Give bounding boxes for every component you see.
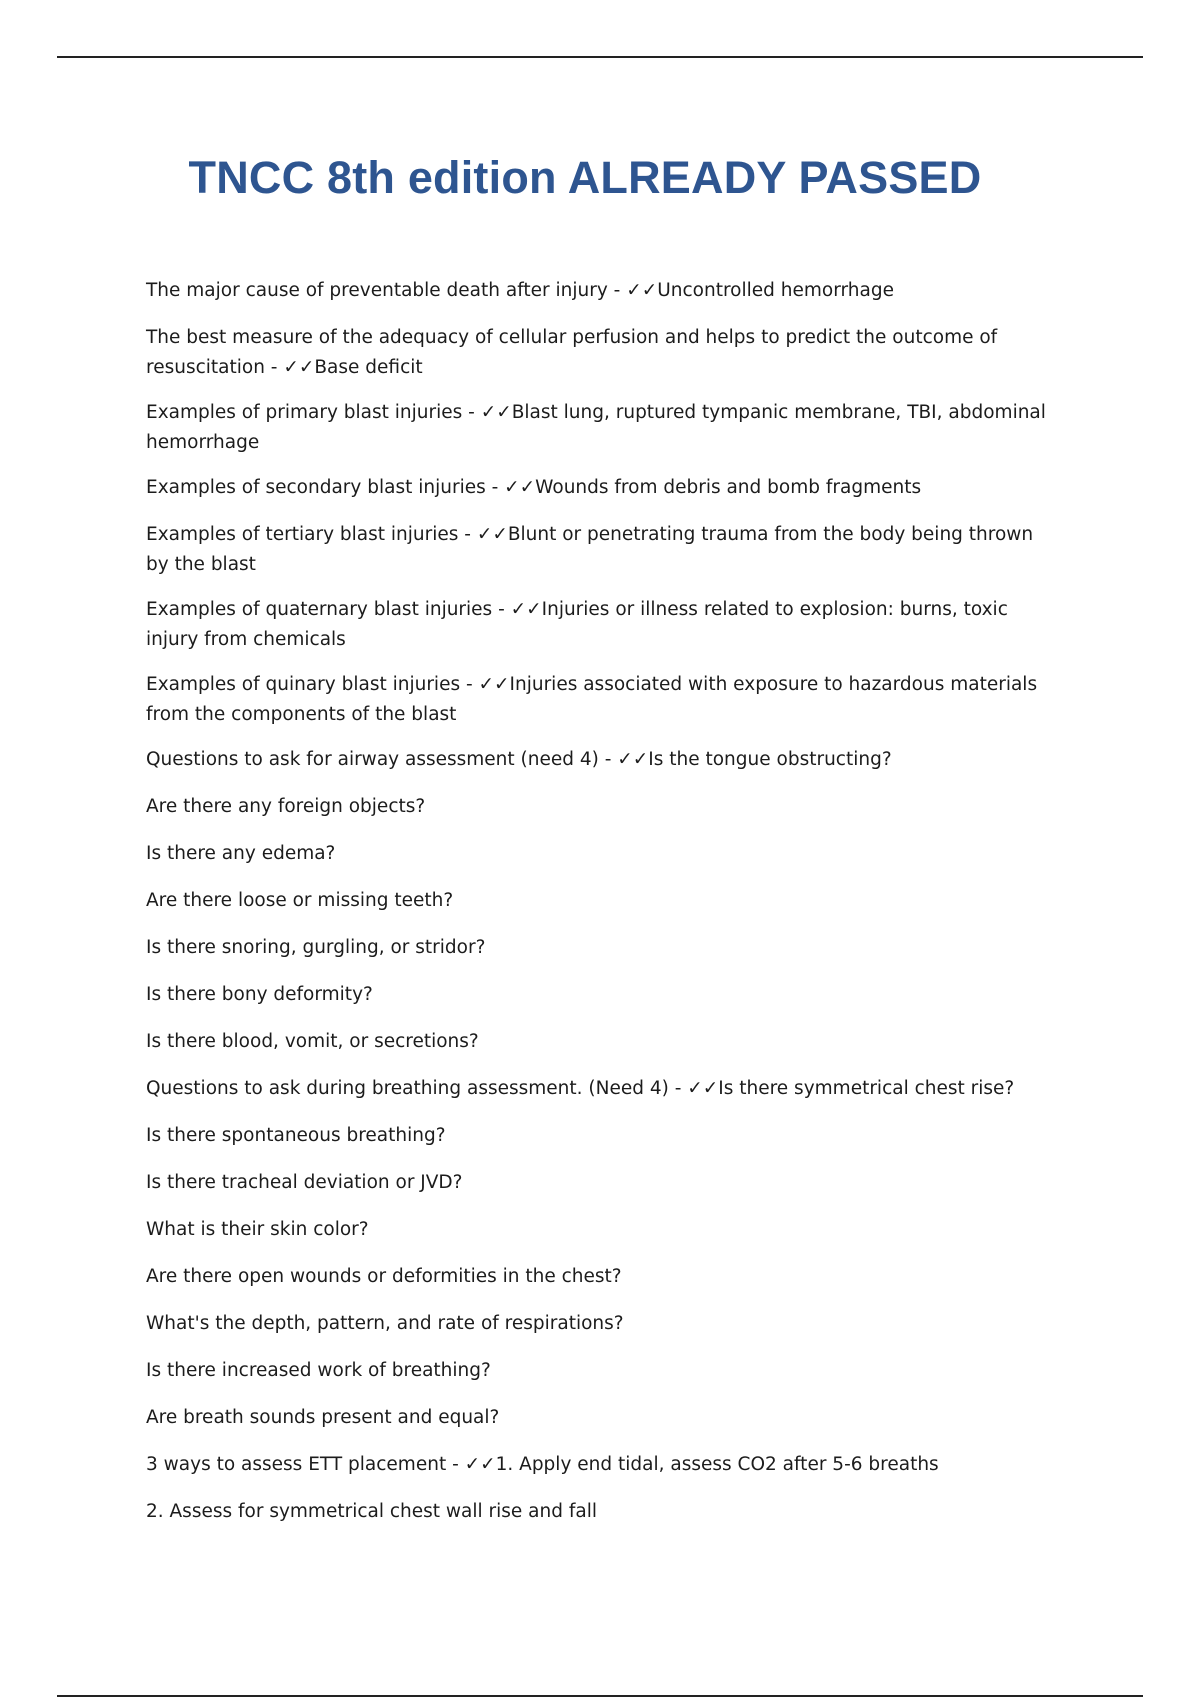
- top-rule: [57, 56, 1143, 58]
- paragraph: 3 ways to assess ETT placement - ✓✓1. Apply end tidal, assess CO2 after 5-6 breaths: [146, 1454, 939, 1475]
- paragraph: What's the depth, pattern, and rate of respirations?: [146, 1313, 624, 1334]
- paragraph: Is there blood, vomit, or secretions?: [146, 1031, 479, 1052]
- document-body: [146, 276, 1046, 1544]
- paragraph: 2. Assess for symmetrical chest wall rise and fall: [146, 1501, 598, 1522]
- paragraph: Examples of quinary blast injuries - ✓✓Injuries associated with exposure to hazardous materials from the components of the blast: [146, 674, 1038, 725]
- paragraph: Questions to ask for airway assessment (need 4) - ✓✓Is the tongue obstructing?: [146, 749, 892, 770]
- paragraph: Is there any edema?: [146, 843, 336, 864]
- paragraph: Are breath sounds present and equal?: [146, 1407, 500, 1428]
- paragraph: What is their skin color?: [146, 1219, 369, 1240]
- paragraph: Is there spontaneous breathing?: [146, 1125, 446, 1146]
- paragraph: Is there snoring, gurgling, or stridor?: [146, 937, 486, 958]
- document-title: TNCC 8th edition ALREADY PASSED: [188, 152, 982, 203]
- paragraph: Is there increased work of breathing?: [146, 1360, 491, 1381]
- paragraph: Examples of quaternary blast injuries - ✓✓Injuries or illness related to explosion: burns, toxic injury from chemicals: [146, 599, 1008, 650]
- bottom-rule: [57, 1695, 1143, 1697]
- paragraph: Is there tracheal deviation or JVD?: [146, 1172, 463, 1193]
- paragraph: Examples of tertiary blast injuries - ✓✓Blunt or penetrating trauma from the body being thrown by the blast: [146, 524, 1034, 575]
- paragraph: Examples of secondary blast injuries - ✓✓Wounds from debris and bomb fragments: [146, 477, 922, 498]
- paragraph: Are there open wounds or deformities in the chest?: [146, 1266, 622, 1287]
- paragraph: The best measure of the adequacy of cellular perfusion and helps to predict the outcome of resuscitation - ✓✓Base deficit: [146, 327, 998, 378]
- paragraph: The major cause of preventable death after injury - ✓✓Uncontrolled hemorrhage: [146, 280, 894, 301]
- paragraph: Is there bony deformity?: [146, 984, 373, 1005]
- paragraph: Questions to ask during breathing assessment. (Need 4) - ✓✓Is there symmetrical chest rise?: [146, 1078, 1015, 1099]
- paragraph: Are there loose or missing teeth?: [146, 890, 454, 911]
- paragraph: Examples of primary blast injuries - ✓✓Blast lung, ruptured tympanic membrane, TBI, abdominal hemorrhage: [146, 402, 1046, 453]
- paragraph: Are there any foreign objects?: [146, 796, 426, 817]
